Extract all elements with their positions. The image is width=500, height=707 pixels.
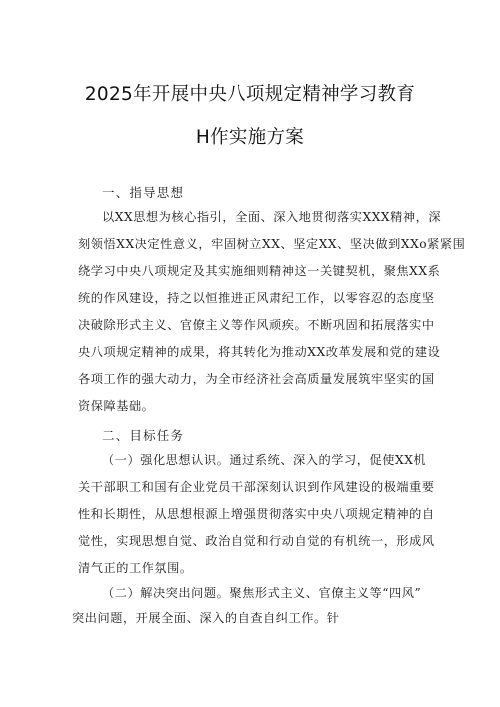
section-heading-goals-tasks: 二、目标任务	[102, 428, 185, 443]
paragraph-line: 觉性，实现思想自觉、政治自觉和行动自觉的有机统一，形成风	[78, 534, 435, 548]
paragraph-line: 绕学习中央八项规定及其实施细则精神这一关键契机，聚焦XX系	[78, 264, 441, 278]
paragraph-line: 各项工作的强大动力，为全市经济社会高质量发展筑牢坚实的国	[78, 372, 435, 386]
paragraph-line: 清气正的工作氛围。	[78, 561, 193, 575]
paragraph-line: 刻领悟XX决定性意义，牢固树立XX、坚定XX、坚决做到XXo紧紧围	[78, 237, 466, 251]
paragraph-line: （一）强化思想认识。通过系统、深入的学习，促使XX机	[102, 453, 427, 467]
paragraph-line: 央八项规定精神的成果，将其转化为推动XX改革发展和党的建设	[78, 345, 441, 359]
paragraph-line: 决破除形式主义、官僚主义等作风顽疾。不断巩固和拓展落实中	[78, 318, 435, 332]
paragraph-line: （二）解决突出问题。聚焦形式主义、官僚主义等“四风”	[102, 586, 422, 600]
document-title-line-1: 2025年开展中央八项规定精神学习教育	[84, 84, 416, 105]
document-title-line-2: H作实施方案	[195, 127, 305, 148]
paragraph-line: 统的作风建设，持之以恒推进正风肃纪工作，以零容忍的态度坚	[78, 291, 435, 305]
paragraph-line: 资保障基础。	[78, 399, 155, 413]
section-heading-guiding-ideology: 一、指导思想	[102, 185, 185, 200]
paragraph-line: 性和长期性，从思想根源上增强贯彻落实中央八项规定精神的自	[78, 507, 435, 521]
paragraph-line: 以XX思想为核心指引，全面、深入地贯彻落实XXX精神，深	[102, 210, 442, 224]
paragraph-line: 突出问题，开展全面、深入的自查自纠工作。针	[72, 611, 340, 625]
paragraph-line: 关干部职工和国有企业党员干部深刻认识到作风建设的极端重要	[78, 480, 435, 494]
